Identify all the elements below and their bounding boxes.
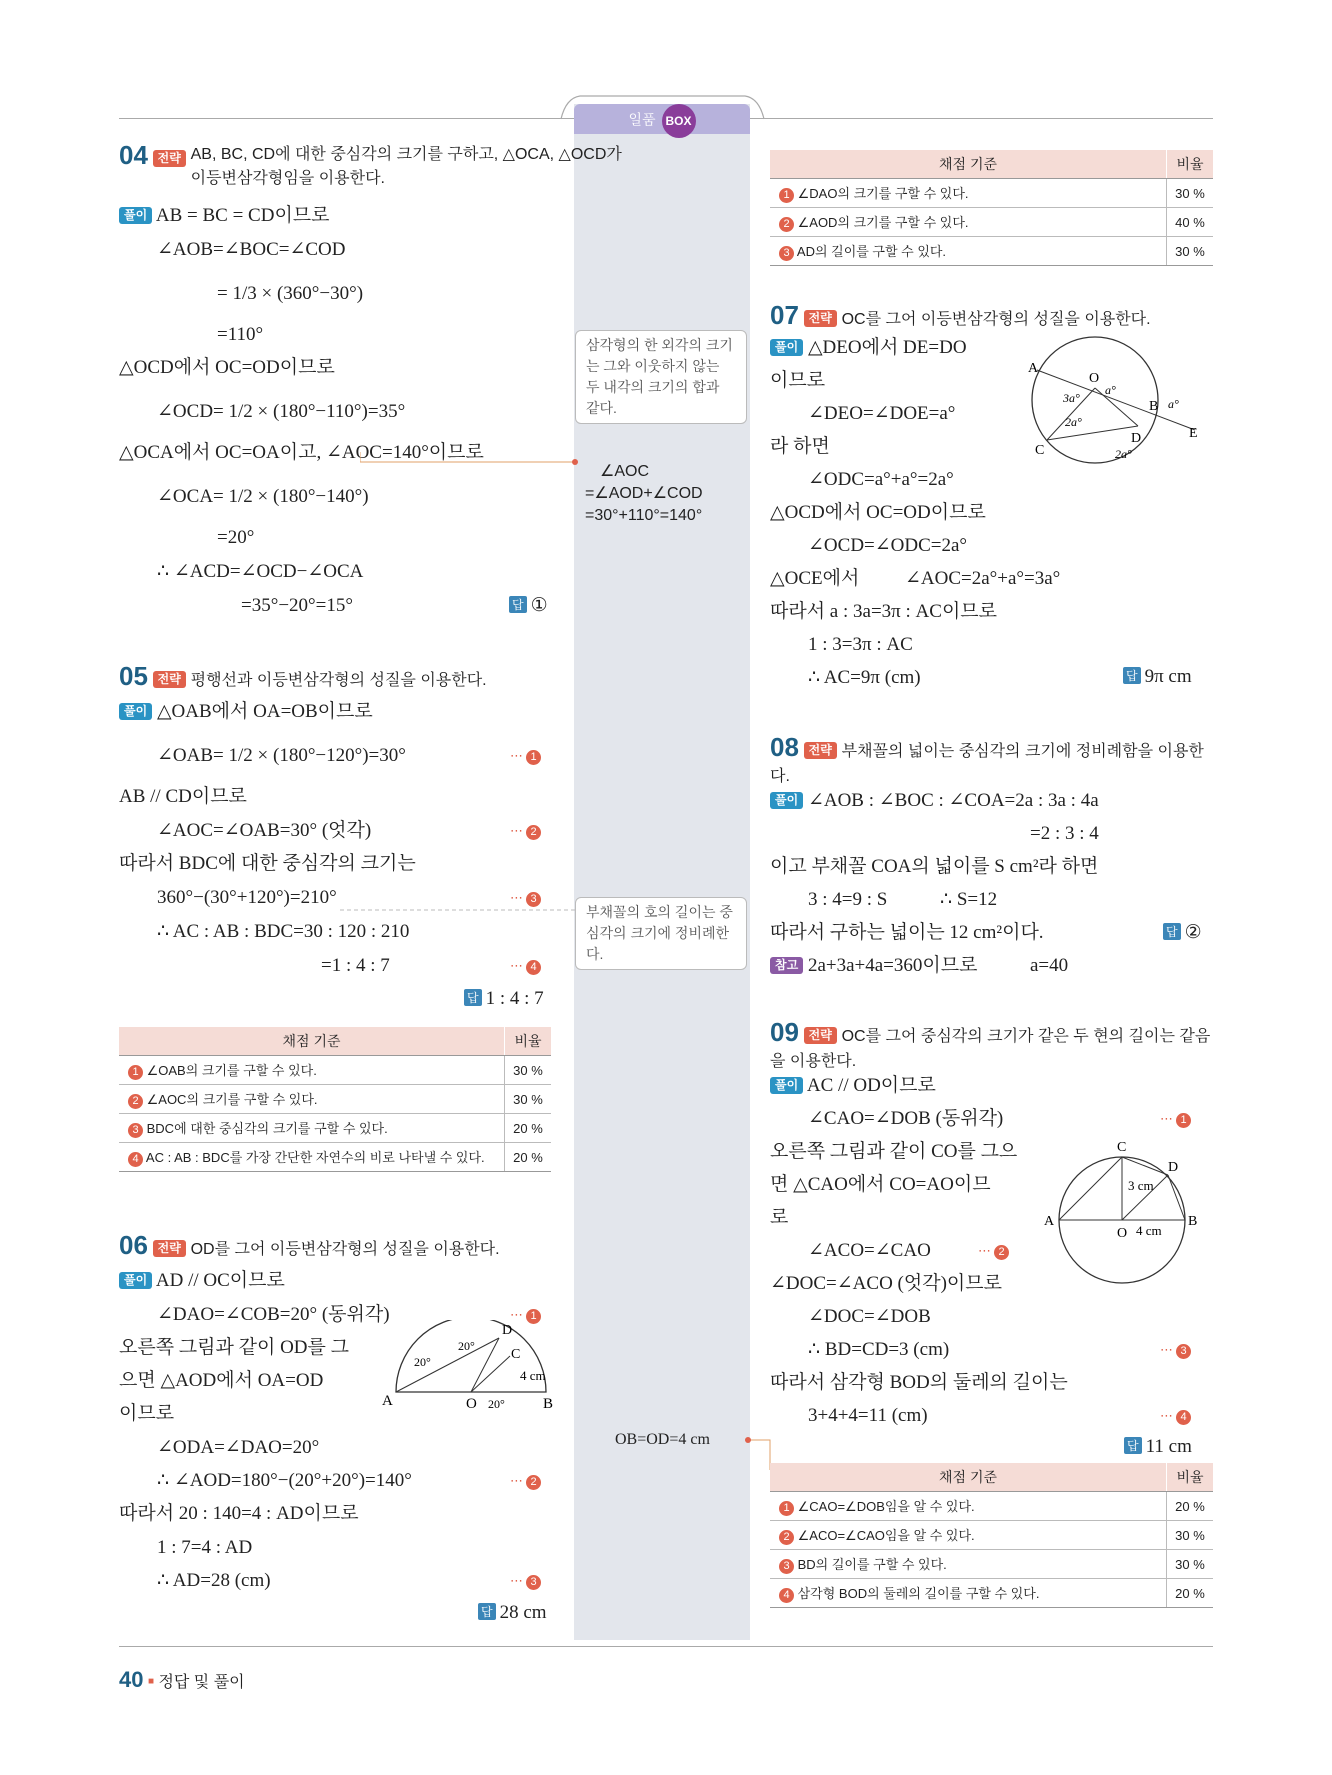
q07-line-9: 따라서 a : 3a=3π : AC이므로 — [770, 601, 998, 622]
q05-line-1: ∠OAB= 1/2 × (180°−120°)=30° — [157, 745, 406, 766]
table-row: 3 AD의 길이를 구할 수 있다. 30 % — [770, 237, 1213, 266]
table-row: 4 삼각형 BOD의 둘레의 길이를 구할 수 있다. 20 % — [770, 1579, 1213, 1608]
q06-fig-angle-1: 20° — [414, 1355, 431, 1369]
q09-line-3: 면 △CAO에서 CO=AO이므 — [770, 1174, 991, 1195]
table-row: 4 AC : AB : BDC를 가장 간단한 자연수의 비로 나타낼 수 있다. 20 % — [119, 1143, 551, 1172]
q09-marker-1: ⋯ 1 — [1160, 1111, 1191, 1128]
q09-answer: 답 11 cm — [1124, 1436, 1192, 1458]
q09-title: 09 전략 OC를 그어 중심각의 크기가 같은 두 현의 길이는 같음을 이용한다. — [770, 1017, 1211, 1070]
q09-line-5: ∠ACO=∠CAO — [808, 1240, 931, 1261]
q05-marker-2: ⋯ 2 — [510, 823, 541, 840]
q06-figure — [380, 1320, 560, 1410]
q09-fig-label-o: O — [1117, 1226, 1128, 1241]
q09-line-9: 따라서 삼각형 BOD의 둘레의 길이는 — [770, 1372, 1068, 1393]
q07-line-8: ∠AOC=2a°+a°=3a° — [905, 568, 1061, 589]
q07-line-5: △OCD에서 OC=OD이므로 — [770, 502, 986, 523]
note1-connector — [360, 440, 580, 470]
q07-fig-2a1: 2a° — [1065, 415, 1082, 429]
q09-line-7: ∠DOC=∠DOB — [808, 1306, 931, 1327]
q06-line-8: 1 : 7=4 : AD — [157, 1537, 253, 1558]
q06-answer: 답 28 cm — [478, 1602, 547, 1624]
q09-line-4: 로 — [770, 1207, 789, 1228]
table-row: 2 ∠AOD의 크기를 구할 수 있다. 40 % — [770, 208, 1213, 237]
q07-fig-label-c: C — [1035, 443, 1045, 458]
side-note-exterior-angle: 삼각형의 한 외각의 크기는 그와 이웃하지 않는 두 내각의 크기의 합과 같다. — [575, 330, 747, 424]
footer-bullet: ■ — [147, 1676, 154, 1687]
q06-fig-label-c: C — [511, 1347, 521, 1362]
q07-line-10: 1 : 3=3π : AC — [808, 634, 913, 655]
q09-line-0: 풀이 AC // OD이므로 — [770, 1074, 936, 1098]
q06-line-3: 으면 △AOD에서 OA=OD — [119, 1370, 324, 1391]
q07-line-2: ∠DEO=∠DOE=a° — [808, 403, 956, 424]
q08-line-6: 참고 2a+3a+4a=360이므로 — [770, 954, 977, 978]
q07-fig-a2: a° — [1168, 397, 1179, 411]
q07-fig-2a2: 2a° — [1115, 447, 1132, 461]
q08-line-7: a=40 — [1030, 955, 1069, 976]
q09-line-6: ∠DOC=∠ACO (엇각)이므로 — [770, 1273, 1002, 1294]
q07-line-0: 풀이 △DEO에서 DE=DO — [770, 336, 967, 360]
q09-fig-label-b: B — [1188, 1214, 1198, 1229]
criteria-header: 채점 기준 — [770, 150, 1167, 179]
q07-line-3: 라 하면 — [770, 436, 830, 457]
q05-line-6: ∴ AC : AB : BDC=30 : 120 : 210 — [157, 921, 410, 942]
footer — [119, 1667, 245, 1693]
criteria-pct-header: 비율 — [1167, 150, 1214, 179]
q08-line-2: 이고 부채꼴 COA의 넓이를 S cm²라 하면 — [770, 856, 1099, 877]
q09-fig-len3: 3 cm — [1128, 1178, 1154, 1193]
table-row: 2 ∠AOC의 크기를 구할 수 있다. 30 % — [119, 1085, 551, 1114]
criteria-header: 채점 기준 — [770, 1463, 1167, 1492]
q05-title: 05 전략 평행선과 이등변삼각형의 성질을 이용한다. — [119, 661, 487, 691]
q09-marker-3: ⋯ 3 — [1160, 1342, 1191, 1359]
q04-line-7: ∠OCA= 1/2 × (180°−140°) — [157, 486, 369, 507]
q08-line-0: 풀이 ∠AOB : ∠BOC : ∠COA=2a : 3a : 4a — [770, 789, 1099, 813]
q04-line-1: ∠AOB=∠BOC=∠COD — [157, 239, 346, 260]
q06-marker-1: ⋯ 1 — [510, 1307, 541, 1324]
q05-line-0: 풀이 △OAB에서 OA=OB이므로 — [119, 700, 373, 724]
q07-fig-label-d: D — [1131, 431, 1142, 446]
q07-fig-label-e: E — [1189, 426, 1198, 441]
q05-line-5: 360°−(30°+120°)=210° — [157, 887, 337, 908]
q05-marker-3: ⋯ 3 — [510, 890, 541, 907]
q06-fig-label-b: B — [543, 1396, 554, 1410]
table-row: 3 BDC에 대한 중심각의 크기를 구할 수 있다. 20 % — [119, 1114, 551, 1143]
criteria-pct-header: 비율 — [505, 1027, 552, 1056]
side-note-ob-od: OB=OD=4 cm — [615, 1431, 710, 1448]
q09-line-10: 3+4+4=11 (cm) — [808, 1405, 928, 1426]
q04-title: 04 전략 AB, BC, CD에 대한 중심각의 크기를 구하고, △OCA, △OCD가 이등변삼각형임을 이용한다. — [119, 140, 622, 187]
q06-line-2: 오른쪽 그림과 같이 OD를 그 — [119, 1337, 349, 1358]
q06-line-4: 이므로 — [119, 1403, 175, 1424]
q09-figure — [1040, 1135, 1215, 1290]
q07-answer: 답 9π cm — [1123, 666, 1192, 688]
q04-line-3: =110° — [217, 324, 264, 345]
q09-fig-label-a: A — [1044, 1214, 1055, 1229]
q05-criteria-table — [119, 1027, 551, 1172]
q06-fig-len: 4 cm — [520, 1368, 546, 1383]
q07-fig-3a: 3a° — [1063, 391, 1080, 405]
q06-fig-angle-2: 20° — [458, 1339, 475, 1353]
q09-marker-2: ⋯ 2 — [978, 1243, 1009, 1260]
q06-marker-2: ⋯ 2 — [510, 1473, 541, 1490]
note1-calc-1: =∠AOD+∠COD — [585, 485, 703, 502]
q05-line-3: ∠AOC=∠OAB=30° (엇각) — [157, 820, 372, 841]
q07-fig-label-a: A — [1028, 361, 1039, 376]
q06-title: 06 전략 OD를 그어 이등변삼각형의 성질을 이용한다. — [119, 1230, 500, 1260]
table-row: 2 ∠ACO=∠CAO임을 알 수 있다. 30 % — [770, 1521, 1213, 1550]
q07-line-1: 이므로 — [770, 370, 826, 391]
q06-line-1: ∠DAO=∠COB=20° (동위각) — [157, 1304, 390, 1325]
q05-line-2: AB // CD이므로 — [119, 786, 247, 807]
q07-line-4: ∠ODC=a°+a°=2a° — [808, 469, 954, 490]
q05-line-7: =1 : 4 : 7 — [321, 955, 390, 976]
note1-calc-2: =30°+110°=140° — [585, 507, 703, 524]
q06-line-7: 따라서 20 : 140=4 : AD이므로 — [119, 1503, 359, 1524]
q04-line-9: ∴ ∠ACD=∠OCD−∠OCA — [157, 561, 364, 582]
q04-line-8: =20° — [217, 527, 255, 548]
q07-fig-a1: a° — [1105, 383, 1116, 397]
q08-line-4: ∴ S=12 — [940, 889, 998, 910]
box-label: 일품 — [628, 111, 656, 128]
q04-line-0: 풀이 AB = BC = CD이므로 — [119, 204, 330, 228]
q09-line-8: ∴ BD=CD=3 (cm) — [808, 1339, 950, 1360]
q06-fig-label-o: O — [466, 1396, 477, 1410]
q07-fig-label-b: B — [1149, 399, 1159, 414]
q06-criteria-table — [770, 150, 1213, 266]
box-header — [574, 104, 750, 134]
q06-line-5: ∠ODA=∠DAO=20° — [157, 1437, 320, 1458]
criteria-header: 채점 기준 — [119, 1027, 505, 1056]
q06-marker-3: ⋯ 3 — [510, 1573, 541, 1590]
q08-answer: 답 ② — [1163, 921, 1202, 944]
table-row: 1 ∠DAO의 크기를 구할 수 있다. 30 % — [770, 179, 1213, 208]
note2-connector — [340, 908, 580, 912]
q04-line-4: △OCD에서 OC=OD이므로 — [119, 357, 335, 378]
q09-fig-label-d: D — [1168, 1160, 1179, 1175]
q09-line-1: ∠CAO=∠DOB (동위각) — [808, 1108, 1004, 1129]
q07-fig-label-o: O — [1089, 371, 1100, 386]
note1-calc-0: ∠AOC — [600, 463, 650, 480]
footer-section: 정답 및 풀이 — [158, 1674, 245, 1691]
q07-figure — [1025, 330, 1205, 470]
q09-fig-len4: 4 cm — [1136, 1223, 1162, 1238]
table-row: 3 BD의 길이를 구할 수 있다. 30 % — [770, 1550, 1213, 1579]
q05-marker-4: ⋯ 4 — [510, 958, 541, 975]
q06-line-9: ∴ AD=28 (cm) — [157, 1570, 271, 1591]
q04-line-6: △OCA에서 OC=OA이고, ∠AOC=140°이므로 — [119, 442, 484, 463]
q05-marker-1: ⋯ 1 — [510, 748, 541, 765]
criteria-pct-header: 비율 — [1167, 1463, 1214, 1492]
q05-answer: 답 1 : 4 : 7 — [464, 988, 544, 1010]
page-number: 40 — [119, 1667, 144, 1692]
q07-line-6: ∠OCD=∠ODC=2a° — [808, 535, 968, 556]
q09-fig-label-c: C — [1117, 1140, 1127, 1155]
table-row: 1 ∠CAO=∠DOB임을 알 수 있다. 20 % — [770, 1492, 1213, 1521]
q08-line-1: =2 : 3 : 4 — [1030, 823, 1099, 844]
q06-line-0: 풀이 AD // OC이므로 — [119, 1269, 285, 1293]
q07-line-11: ∴ AC=9π (cm) — [808, 667, 921, 688]
footer-rule — [119, 1646, 1213, 1647]
q05-line-4: 따라서 BDC에 대한 중심각의 크기는 — [119, 853, 416, 874]
q08-line-5: 따라서 구하는 넓이는 12 cm²이다. — [770, 922, 1044, 943]
q06-line-6: ∴ ∠AOD=180°−(20°+20°)=140° — [157, 1470, 412, 1491]
q08-line-3: 3 : 4=9 : S — [808, 889, 888, 910]
q04-line-2: = 1/3 × (360°−30°) — [217, 283, 364, 304]
q04-answer: 답 ① — [509, 594, 548, 617]
q06-fig-label-a: A — [382, 1393, 393, 1409]
q08-title: 08 전략 부채꼴의 넓이는 중심각의 크기에 정비례함을 이용한다. — [770, 732, 1204, 785]
q06-fig-angle-3: 20° — [488, 1397, 505, 1410]
q09-marker-4: ⋯ 4 — [1160, 1408, 1191, 1425]
q04-line-10: =35°−20°=15° — [241, 595, 353, 616]
q07-title: 07 전략 OC를 그어 이등변삼각형의 성질을 이용한다. — [770, 300, 1151, 330]
q06-fig-label-d: D — [502, 1323, 513, 1338]
q07-line-7: △OCE에서 — [770, 568, 860, 589]
table-row: 1 ∠OAB의 크기를 구할 수 있다. 30 % — [119, 1056, 551, 1085]
box-badge: BOX — [662, 104, 696, 138]
q04-line-5: ∠OCD= 1/2 × (180°−110°)=35° — [157, 401, 406, 422]
q09-criteria-table — [770, 1463, 1213, 1608]
side-note-arc-proportional: 부채꼴의 호의 길이는 중심각의 크기에 정비례한다. — [575, 897, 747, 970]
q09-line-2: 오른쪽 그림과 같이 CO를 그으 — [770, 1141, 1018, 1162]
